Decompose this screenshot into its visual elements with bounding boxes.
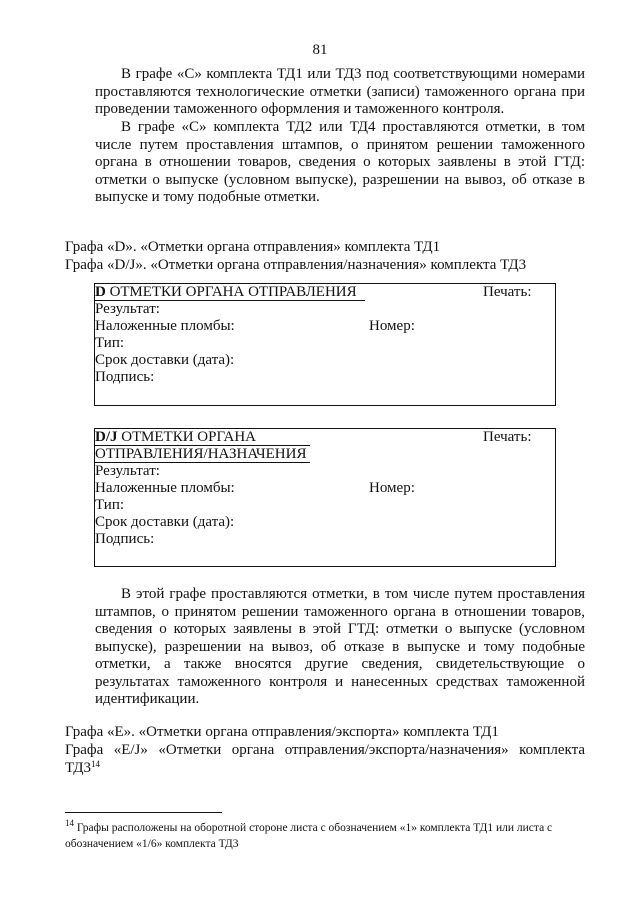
footnote: [65, 820, 585, 852]
form-d-signature-label: Подпись:: [95, 369, 155, 385]
form-d-result-label: Результат:: [95, 301, 160, 317]
form-d-title-text: ОТМЕТКИ ОРГАНА ОТПРАВЛЕНИЯ: [105, 284, 357, 300]
footnote-text: Графы расположены на оборотной стороне листа с обозначением «1» комплекта ТД1 или листа с обозначением «1/6» комплекта ТД3: [65, 822, 553, 850]
form-dj-signature-label: Подпись:: [95, 531, 155, 547]
paragraph-grafa-d-description: В этой графе проставляются отметки, в том числе путем проставления штампов, о принятом решении таможенного органа в отношении товаров, сведения о которых заявлены в этой ГТД: отметки о выпуске (условном выпуске), разрешении на вывоз, об отказе в выпуске и тому подобные отметки, а также вносятся другие сведения, свидетельствующие о результатах таможенного контроля и нанесенных средствах таможенной идентификации.: [95, 586, 585, 707]
form-d-header: [95, 284, 555, 301]
form-d-code: D: [95, 284, 106, 300]
heading-grafa-e: Графа «Е». «Отметки органа отправления/экспорта» комплекта ТД1: [65, 724, 499, 740]
paragraph-grafa-c-td1: В графе «С» комплекта ТД1 или ТД3 под соответствующими номерами проставляются технологические отметки (записи) таможенного органа при проведении таможенного оформления и таможенного контроля.: [95, 66, 585, 117]
form-d-deadline-label: Срок доставки (дата):: [95, 352, 235, 368]
heading-grafa-ej-td3: ТД3: [65, 760, 91, 776]
form-d-print-label: Печать:: [483, 284, 532, 300]
form-dj-type-label: Тип:: [95, 497, 125, 513]
form-dj-seals-label: Наложенные пломбы:: [95, 480, 235, 496]
form-dj-title-text1: ОТМЕТКИ ОРГАНА: [117, 429, 257, 445]
footnote-separator: [65, 812, 222, 813]
form-dj-deadline-label: Срок доставки (дата):: [95, 514, 235, 530]
footnote-marker: 14: [65, 818, 74, 828]
form-d-seals-label: Наложенные пломбы:: [95, 318, 235, 334]
form-dj-header-line2: [95, 446, 555, 463]
form-dj-number-label: Номер:: [369, 480, 415, 496]
page-number: 81: [312, 42, 328, 58]
footnote-ref-14[interactable]: 14: [90, 759, 100, 769]
form-dj-title-line1: [95, 429, 310, 446]
form-d-number-label: Номер:: [369, 318, 415, 334]
form-dj-print-label: Печать:: [483, 429, 532, 445]
form-dj-header: [95, 429, 555, 446]
form-d-type-label: Тип:: [95, 335, 125, 351]
form-d-seals-row: [95, 318, 555, 335]
heading-grafa-ej-line2: [65, 759, 585, 777]
form-d-title: [95, 284, 365, 301]
heading-grafa-dj: Графа «D/J». «Отметки органа отправления/назначения» комплекта ТД3: [65, 257, 527, 273]
paragraph-grafa-c-td2: В графе «С» комплекта ТД2 или ТД4 проставляются отметки, в том числе путем проставления штампов, о принятом решении таможенного органа в отношении товаров, сведения о которых заявлены в этой ГТД: отметки о выпуске (условном выпуске), разрешении на вывоз, об отказе в выпуске и тому подобные отметки.: [95, 119, 585, 205]
form-box-d: [94, 283, 556, 406]
heading-grafa-ej: Графа «E/J» «Отметки органа отправления/экспорта/назначения» комплекта: [65, 742, 585, 758]
form-dj-title-line2: ОТПРАВЛЕНИЯ/НАЗНАЧЕНИЯ: [95, 446, 310, 463]
form-dj-seals-row: [95, 480, 555, 497]
form-box-dj: [94, 428, 556, 567]
heading-grafa-d: Графа «D». «Отметки органа отправления» комплекта ТД1: [65, 239, 441, 255]
form-dj-result-label: Результат:: [95, 463, 160, 479]
form-dj-code: D/J: [95, 429, 118, 445]
